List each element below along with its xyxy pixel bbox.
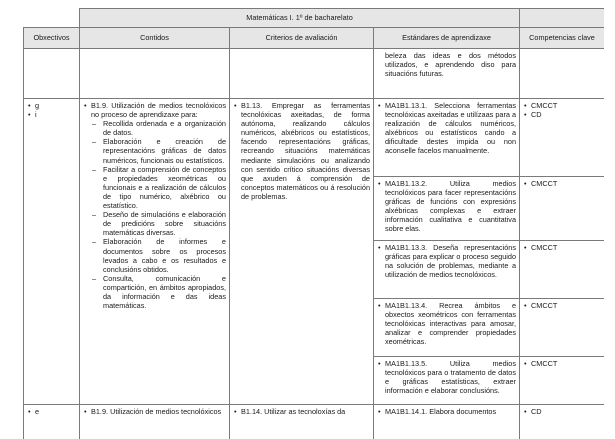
competence-item: • CMCCT xyxy=(522,101,601,110)
row2-standard xyxy=(374,405,520,439)
competence-cell xyxy=(520,99,604,177)
standard-cell xyxy=(374,99,520,177)
row1-criteria xyxy=(230,99,374,405)
competence-item: • CD xyxy=(522,110,601,119)
content-item: – Recollida ordenada e a organización de datos. xyxy=(91,119,226,137)
continuation-competences xyxy=(520,49,604,99)
header-blank-cell-right xyxy=(520,9,604,28)
continuation-objectives xyxy=(24,49,80,99)
row2-objectives xyxy=(24,405,80,439)
competence-item: • CMCCT xyxy=(522,359,601,368)
standard-text: • MA1B1.14.1. Elabora documentos xyxy=(376,407,516,416)
table-title: Matemáticas I. 1º de bacharelato xyxy=(80,9,520,28)
competence-item: • CMCCT xyxy=(522,179,601,188)
header-blank-cell xyxy=(24,9,80,28)
continuation-standard xyxy=(374,49,520,99)
continuation-criteria xyxy=(230,49,374,99)
competence-cell xyxy=(520,177,604,241)
competence-cell xyxy=(520,299,604,357)
objective-item: • g xyxy=(26,101,76,110)
competence-item: • CD xyxy=(522,407,601,416)
competence-cell xyxy=(520,241,604,299)
standard-cell xyxy=(374,177,520,241)
content-title: • B1.9. Utilización de medios tecnolóxicos no proceso de aprendizaxe para: xyxy=(82,101,226,119)
standard-text: • MA1B1.13.1. Selecciona ferramentas tecnolóxicas axeitadas e utilízaas para a realización de cálculos numéricos, alxébricos ou estatísticos cando a dificultade destes impida ou non aconselle facelos manualmente. xyxy=(376,101,516,156)
objective-item: • e xyxy=(26,407,76,416)
content-item: – Elaboración e creación de representacións gráficas de datos numéricos, funcionais ou estatísticos. xyxy=(91,137,226,164)
criterion-text: • B1.13. Empregar as ferramentas tecnolóxicas axeitadas, de forma autónoma, realizando cálculos numéricos, alxébricos ou estatísticos, facendo representacións gráficas, recreando situacións matemáticas mediante simulacións ou analizando con sentido crítico situacións diversas que axuden á comprensión de conceptos matemáticos ou á resolución de problemas. xyxy=(232,101,370,201)
content-item: – Facilitar a comprensión de conceptos e propiedades xeométricas ou funcionais e a realización de cálculos de tipo numérico, alxébrico ou estatístico. xyxy=(91,165,226,210)
objective-item: • i xyxy=(26,110,76,119)
continuation-standard-text: beleza das ideas e dos métodos utilizados, e aprendendo diso para situacións futuras. xyxy=(385,51,517,79)
row2-competences xyxy=(520,405,604,439)
standard-cell xyxy=(374,299,520,357)
document-page xyxy=(23,8,604,439)
column-header-standards: Estándares de aprendizaxe xyxy=(374,28,520,49)
column-header-contents: Contidos xyxy=(80,28,230,49)
column-header-competences: Competencias clave xyxy=(520,28,604,49)
competence-cell xyxy=(520,357,604,405)
standard-cell xyxy=(374,357,520,405)
criterion-text: • B1.14. Utilizar as tecnoloxías da xyxy=(232,407,370,416)
standard-text: • MA1B1.13.3. Deseña representacións gráficas para explicar o proceso seguido na solución de problemas, mediante a utilización de medios tecnolóxicos. xyxy=(376,243,516,279)
standard-text: • MA1B1.13.4. Recrea ámbitos e obxectos xeométricos con ferramentas tecnolóxicas interactivas para amosar, analizar e comprender propiedades xeométricas. xyxy=(376,301,516,346)
competence-item: • CMCCT xyxy=(522,243,601,252)
standard-cell xyxy=(374,241,520,299)
standard-text: • MA1B1.13.5. Utiliza medios tecnolóxicos para o tratamento de datos e gráficas estatísticas, extraer información e elaborar conclusións. xyxy=(376,359,516,395)
row2-criteria xyxy=(230,405,374,439)
row1-objectives xyxy=(24,99,80,405)
content-item: – Consulta, comunicación e compartición, en ámbitos apropiados, da información e das ideas matemáticas. xyxy=(91,274,226,310)
column-header-criteria: Criterios de avaliación xyxy=(230,28,374,49)
content-item: – Deseño de simulacións e elaboración de predicións sobre situacións matemáticas diversas. xyxy=(91,210,226,237)
curriculum-table xyxy=(23,8,604,439)
standard-text: • MA1B1.13.2. Utiliza medios tecnolóxicos para facer representacións gráficas de funcións con expresións alxébricas complexas e extraer información cualitativa e cuantitativa sobre elas. xyxy=(376,179,516,234)
content-item: – Elaboración de informes e documentos sobre os procesos levados a cabo e os resultados e conclusións obtidos. xyxy=(91,237,226,273)
column-header-objectives: Obxectivos xyxy=(24,28,80,49)
continuation-contents xyxy=(80,49,230,99)
row2-contents xyxy=(80,405,230,439)
competence-item: • CMCCT xyxy=(522,301,601,310)
row1-contents xyxy=(80,99,230,405)
content-title: • B1.9. Utilización de medios tecnolóxicos xyxy=(82,407,226,416)
